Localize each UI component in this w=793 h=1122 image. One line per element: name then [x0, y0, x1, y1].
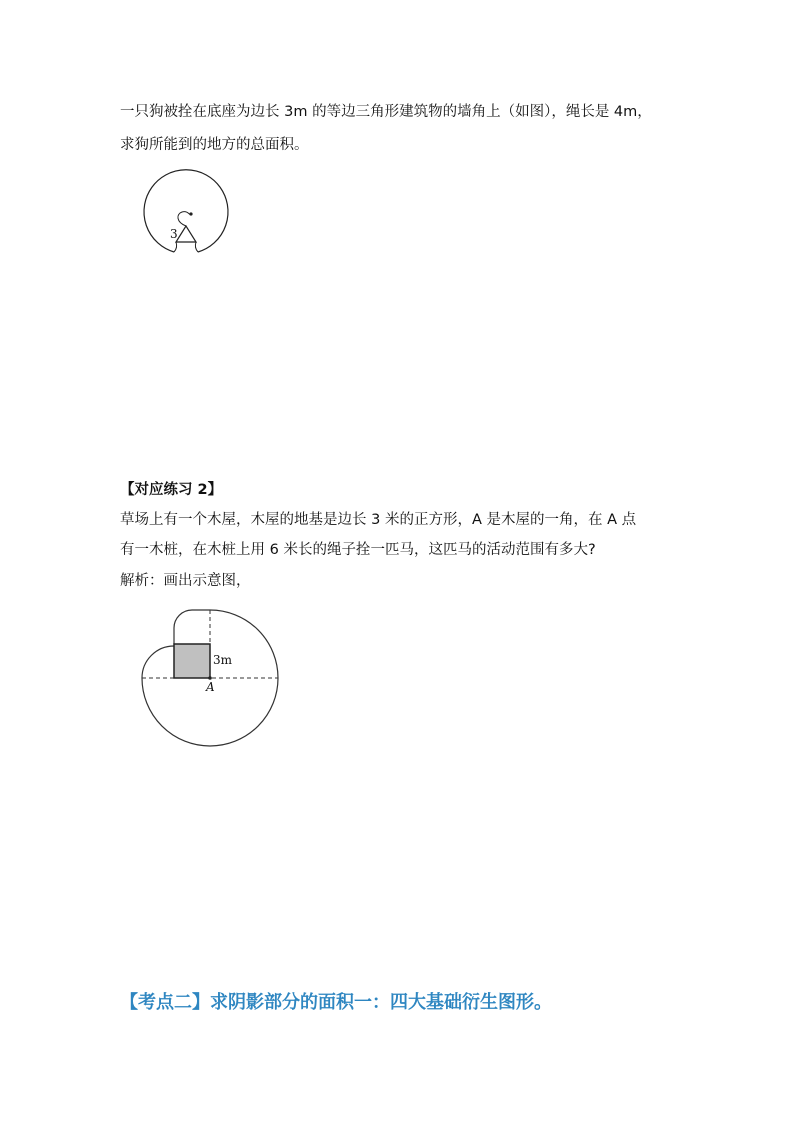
triangle-side-label: 3 [170, 227, 178, 241]
exercise2-line3: 解析：画出示意图， [120, 573, 251, 589]
problem1-line2: 求狗所能到的地方的总面积。 [120, 137, 309, 153]
section-heading: 【考点二】求阴影部分的面积一：四大基础衍生图形。 [120, 992, 552, 1013]
point-a-label: A [206, 680, 215, 694]
exercise2-title: 【对应练习 2】 [120, 482, 223, 498]
exercise2-line1: 草场上有一个木屋，木屋的地基是边长 3 米的正方形，A 是木屋的一角，在 A 点 [120, 512, 637, 528]
square-side-label: 3m [213, 653, 233, 667]
problem1-line1: 一只狗被拴在底座为边长 3m 的等边三角形建筑物的墙角上（如图），绳长是 4m， [120, 104, 652, 120]
triangle-dog-figure [138, 168, 233, 263]
square-house-figure [136, 605, 286, 755]
exercise2-line2: 有一木桩，在木桩上用 6 米长的绳子拴一匹马，这匹马的活动范围有多大? [120, 542, 596, 558]
